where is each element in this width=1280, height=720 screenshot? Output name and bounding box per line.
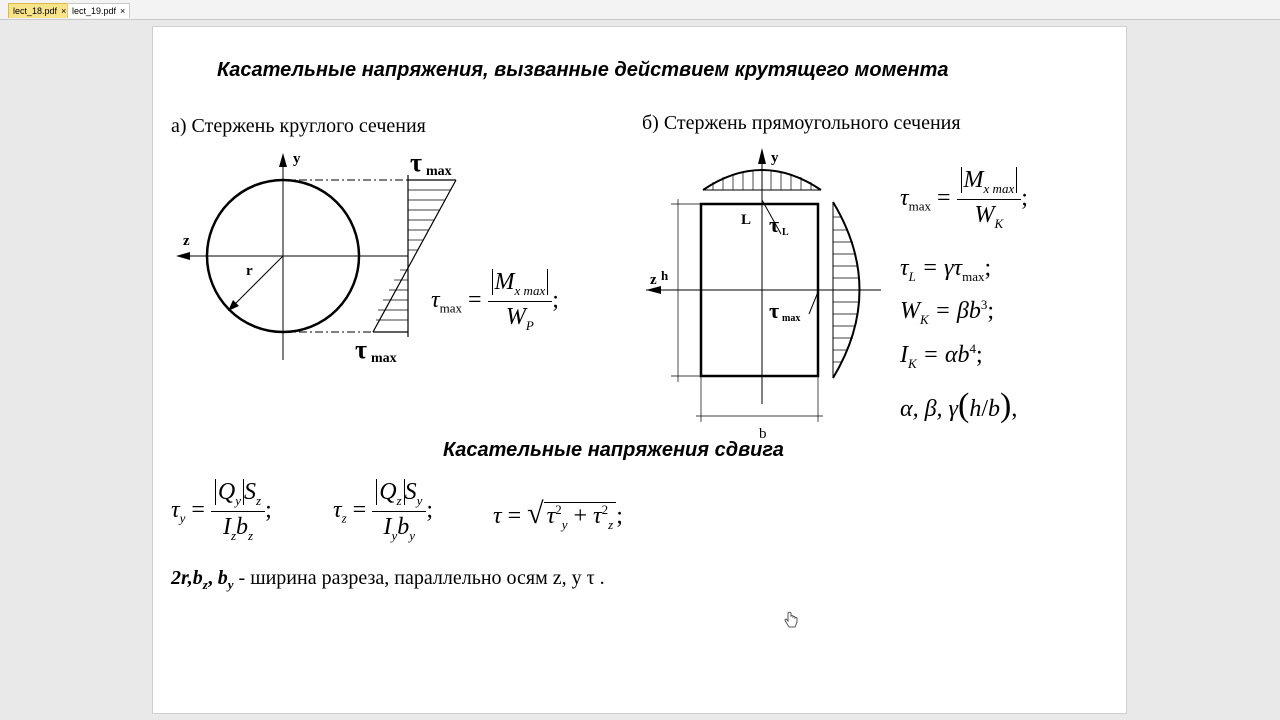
diagram-rectangular-section [641,142,891,442]
fraction: $\frac{M_{x max}}{W_K}$ [957,167,1022,232]
formula-tau-y: $\tau_y$ = $\frac{Q_y S_z}{I_zb_z}$ ; [171,479,272,543]
y-axis-label: y [293,151,301,167]
fraction: $\frac{Q_y S_z}{I_zb_z}$ [211,479,265,544]
tab-lect-18[interactable] [8,3,71,18]
tau-max-bottom: τ [355,335,367,364]
z-axis-arrow [176,252,190,260]
footnote: $2r,b_z$, $b_y$ - ширина разреза, параллельно осям z, y τ . [171,567,605,592]
close-icon[interactable]: × [120,6,126,16]
formula-ik: $I_K = \alpha b^4$; [900,341,983,371]
formula-tau-max-rect: $\tau_{max}$ = $\frac{M_{x max}}{W_K}$ ; [900,167,1028,231]
radius-label: r [246,263,253,279]
formula-tau-max-circular: $\tau_{max}$ = $\frac{M_{x max}}{W_P}$ ; [431,269,559,333]
document-page [152,26,1127,714]
formula-tau-l: $\tau_L = \gamma\tau_{max}$; [900,255,992,284]
fraction: $\frac{M_{x max}}{W_P}$ [488,269,553,334]
z-axis-label: z [183,233,190,249]
y-axis-arrow [279,153,287,167]
tab-lect-19[interactable] [67,3,130,18]
title-torsion: Касательные напряжения, вызванные действием крутящего момента [217,59,949,81]
point-l-label: L [741,212,752,228]
tau-l-sub: L [782,227,789,238]
y-axis-arrow [758,148,766,164]
height-label: h [661,268,669,283]
tau-max-sub: max [782,313,801,324]
radius-line [230,256,283,309]
tau-max-top: τ [410,148,422,177]
hand-cursor-icon [783,611,799,629]
fraction: $\frac{Q_z S_y}{I_yb_y}$ [372,479,426,544]
section-b-label: б) Стержень прямоугольного сечения [642,112,961,134]
formula-tau-total: τ = √ $\tau^2_y + \tau^2_z$ ; [493,497,623,532]
tab-label: lect_19.pdf [72,6,117,16]
diagram-circular-section [168,145,468,367]
tab-bar [0,0,1280,20]
close-icon[interactable]: × [61,6,67,16]
tau-max-bottom-sub: max [371,351,397,366]
title-shear: Касательные напряжения сдвига [443,439,784,461]
tau-max-top-sub: max [426,164,452,179]
z-axis-label: z [650,272,657,288]
formula-tau-z: $\tau_z$ = $\frac{Q_z S_y}{I_yb_y}$ ; [333,479,434,543]
y-axis-label: y [771,150,779,166]
formula-coefficients: α, β, γ(h/b), [900,387,1018,424]
section-a-label: а) Стержень круглого сечения [171,115,426,137]
tau-max-label: τ [769,298,780,323]
tau-max-leader [809,292,818,314]
tab-label: lect_18.pdf [13,6,58,16]
width-label: b [759,426,767,442]
formula-wk: $W_K = \beta b^3$; [900,297,994,327]
tau-l-label: τ [769,212,780,237]
